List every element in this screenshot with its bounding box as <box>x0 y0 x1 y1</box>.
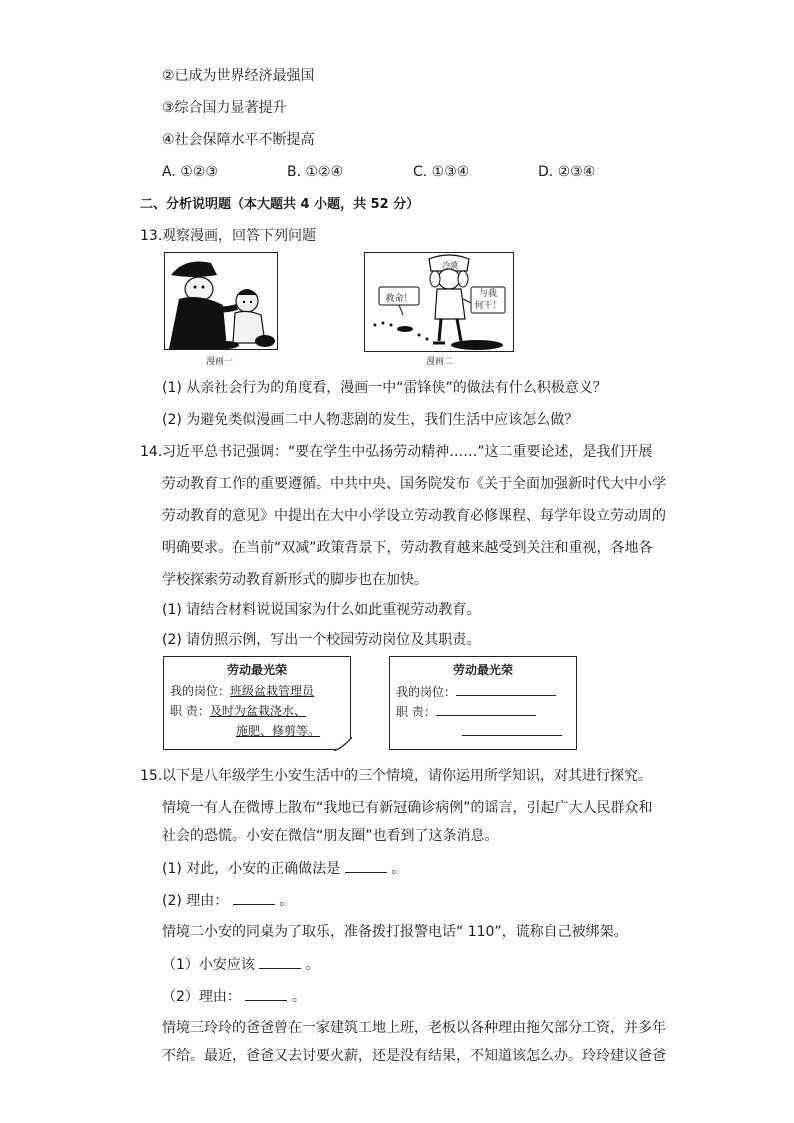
comic-one <box>164 252 278 350</box>
labor-card-blank-post-label: 我的岗位： <box>396 685 457 699</box>
q12-choice-a: A. ①②③ <box>162 164 218 180</box>
q14-line-1: 习近平总书记强调：“要在学生中弘扬劳动精神……”这二重要论述，是我们开展 <box>162 444 653 460</box>
q15-s2-q2-blank[interactable] <box>245 986 287 1001</box>
q15-number: 15. <box>140 768 163 784</box>
page-curl-icon <box>334 737 352 751</box>
comic-one-drawing <box>165 253 277 349</box>
q15-s2-q1-suffix: 。 <box>305 957 320 973</box>
labor-card-blank-duty-cont <box>462 723 562 740</box>
q12-option-2: ②已成为世界经济最强国 <box>162 68 315 84</box>
q15-s2-q2 <box>162 986 306 1007</box>
q14-number: 14. <box>140 444 163 460</box>
labor-card-blank-post <box>396 683 556 700</box>
section-heading <box>140 194 419 215</box>
comic-one-caption: 漫画一 <box>206 357 234 367</box>
q15-s2-q1 <box>162 954 320 975</box>
labor-card-blank-duty-line-1[interactable] <box>436 703 536 716</box>
labor-card-example-duty-label: 职 责： <box>170 704 210 718</box>
q14-sub2: (2) 请仿照示例，写出一个校园劳动岗位及其职责。 <box>162 632 481 648</box>
q15-s2-line1: 情境二小安的同桌为了取乐，准备拨打报警电话“ 110”，谎称自己被绑架。 <box>162 924 628 940</box>
q14-line-3: 劳动教育的意见》中提出在大中小学设立劳动教育必修课程、每学年设立劳动周的 <box>162 508 666 524</box>
labor-card-blank-post-line[interactable] <box>456 683 556 696</box>
labor-card-blank-duty <box>396 703 536 720</box>
q15-s2-q2-prefix: （2）理由： <box>162 989 241 1005</box>
q15-s1-q2-prefix: (2) 理由： <box>162 893 229 909</box>
q12-choice-d: D. ②③④ <box>538 164 596 180</box>
q15-s1-q1-blank[interactable] <box>345 858 387 873</box>
q15-s1-q2 <box>162 890 293 911</box>
comic-two-bubble-right <box>471 288 505 312</box>
q15-s1-q2-suffix: 。 <box>279 893 294 909</box>
section-heading-detail: （本大题共 4 小题，共 52 分） <box>231 197 420 212</box>
labor-card-example-post-label: 我的岗位： <box>170 684 231 698</box>
q15-s1-line1: 情境一有人在微博上散布“我地已有新冠确诊病例”的谣言，引起广大人民群众和 <box>162 800 653 816</box>
labor-card-example-post <box>170 683 314 699</box>
labor-card-blank-duty-label: 职 责： <box>396 705 436 719</box>
labor-card-example-post-value: 班级盆栽管理员 <box>230 684 315 698</box>
q14-line-5: 学校探索劳动教育新形式的脚步也在加快。 <box>162 572 428 588</box>
labor-card-example-duty <box>170 703 306 719</box>
q15-s1-q2-blank[interactable] <box>233 890 275 905</box>
q15-s2-q1-prefix: （1）小安应该 <box>162 957 255 973</box>
q12-option-3: ③综合国力显著提升 <box>162 100 287 116</box>
q15-s2-q2-suffix: 。 <box>291 989 306 1005</box>
q14-line-4: 明确要求。在当前“双减”政策背景下，劳动教育越来越受到关注和重视，各地各 <box>162 540 653 556</box>
q12-option-4: ④社会保障水平不断提高 <box>162 132 315 148</box>
labor-card-example-title: 劳动最光荣 <box>226 663 287 677</box>
q13-stem: 观察漫画，回答下列问题 <box>162 228 316 244</box>
q15-s3-line2: 不给。最近，爸爸又去讨要火薪，还是没有结果，不知道该怎么办。玲玲建议爸爸 <box>162 1048 666 1064</box>
comic-two-bubble-left: 救命！ <box>385 294 413 304</box>
comic-two-caption: 漫画二 <box>426 357 454 367</box>
labor-card-blank-title: 劳动最光荣 <box>452 663 513 677</box>
q14-sub1: (1) 请结合材料说说国家为什么如此重视劳动教育。 <box>162 602 481 618</box>
comic-two-bubble-right-line1: 与我 <box>478 289 497 299</box>
section-heading-prefix: 二、分析说明题 <box>140 197 232 212</box>
labor-card-example <box>163 656 351 750</box>
q13-number: 13. <box>140 228 163 244</box>
q15-intro: 以下是八年级学生小安生活中的三个情境，请你运用所学知识，对其进行探究。 <box>162 768 652 784</box>
comic-two-hat-text: 冷漠 <box>442 261 458 270</box>
labor-card-example-duty-value-1: 及时为盆栽浇水、 <box>209 704 306 718</box>
labor-card-blank <box>389 656 577 750</box>
labor-card-example-duty-cont <box>236 723 320 739</box>
q15-s1-q1-suffix: 。 <box>391 861 406 877</box>
labor-card-blank-duty-line-2[interactable] <box>462 723 562 736</box>
q13-sub2: (2) 为避免类似漫画二中人物悲剧的发生，我们生活中应该怎么做？ <box>162 412 579 428</box>
q12-choice-b: B. ①②④ <box>287 164 344 180</box>
q14-line-2: 劳动教育工作的重要遵循。中共中央、国务院发布《关于全面加强新时代大中小学 <box>162 476 666 492</box>
q15-s2-q1-blank[interactable] <box>259 954 301 969</box>
q15-s3-line1: 情境三玲玲的爸爸曾在一家建筑工地上班，老板以各种理由拖欠部分工资，并多年 <box>162 1020 666 1036</box>
q13-sub1: (1) 从亲社会行为的角度看，漫画一中“雷锋侠”的做法有什么积极意义？ <box>162 380 607 396</box>
comic-two <box>364 252 514 352</box>
q15-s1-line2: 社会的恐慌。小安在微信“朋友圈”也看到了这条消息。 <box>162 828 499 844</box>
q12-choice-c: C. ①③④ <box>413 164 470 180</box>
q15-s1-q1-prefix: (1) 对此，小安的正确做法是 <box>162 861 341 877</box>
q15-s1-q1 <box>162 858 405 879</box>
comic-two-bubble-right-line2: 何干！ <box>474 301 502 311</box>
labor-card-example-duty-value-2: 施肥、修剪等。 <box>236 724 321 738</box>
